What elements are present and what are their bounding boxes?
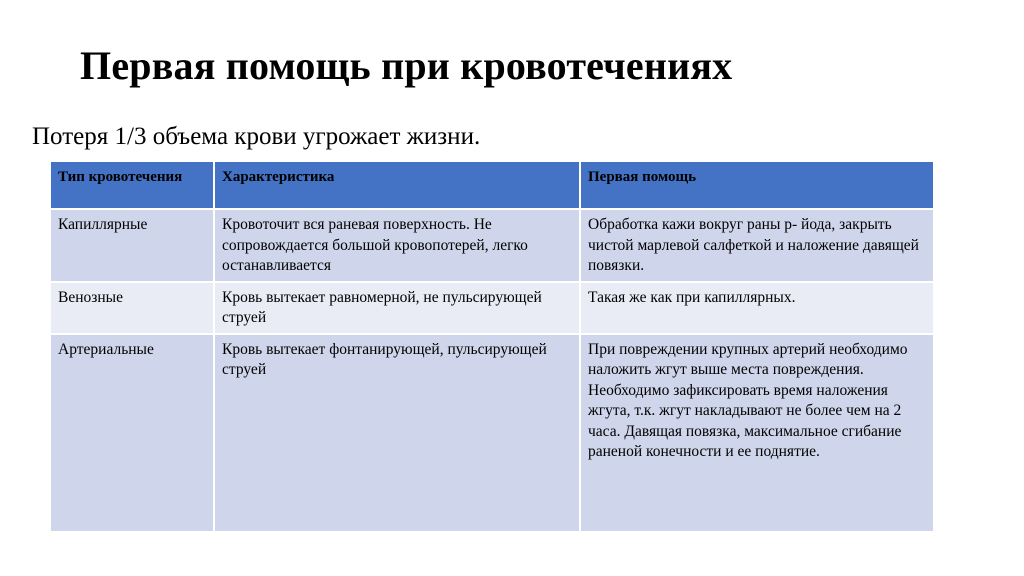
slide-title: Первая помощь при кровотечениях [80, 43, 733, 88]
table-row [51, 334, 933, 532]
cell-first-aid: Обработка кажи вокруг раны р- йода, закрыть чистой марлевой салфеткой и наложение давящей повязки. [580, 209, 933, 282]
table-row [51, 282, 933, 334]
cell-characteristic: Кровь вытекает фонтанирующей, пульсирующей струей [214, 334, 580, 532]
cell-type: Капиллярные [51, 209, 214, 282]
cell-type: Венозные [51, 282, 214, 334]
header-characteristic: Характеристика [214, 162, 580, 209]
slide-subtitle: Потеря 1/3 объема крови угрожает жизни. [32, 123, 481, 150]
bleeding-table [51, 162, 933, 533]
header-type: Тип кровотечения [51, 162, 214, 209]
cell-first-aid: Такая же как при капиллярных. [580, 282, 933, 334]
header-first-aid: Первая помощь [580, 162, 933, 209]
cell-type: Артериальные [51, 334, 214, 532]
cell-characteristic: Кровь вытекает равномерной, не пульсирующей струей [214, 282, 580, 334]
cell-first-aid: При повреждении крупных артерий необходимо наложить жгут выше места повреждения. Необходимо зафиксировать время наложения жгута, т.к. жгут накладывают не более чем на 2 часа. Давящая повязка, максимальное сгибание раненой конечности и ее поднятие. [580, 334, 933, 532]
table-header-row [51, 162, 933, 209]
cell-characteristic: Кровоточит вся раневая поверхность. Не сопровождается большой кровопотерей, легко останавливается [214, 209, 580, 282]
table-row [51, 209, 933, 282]
